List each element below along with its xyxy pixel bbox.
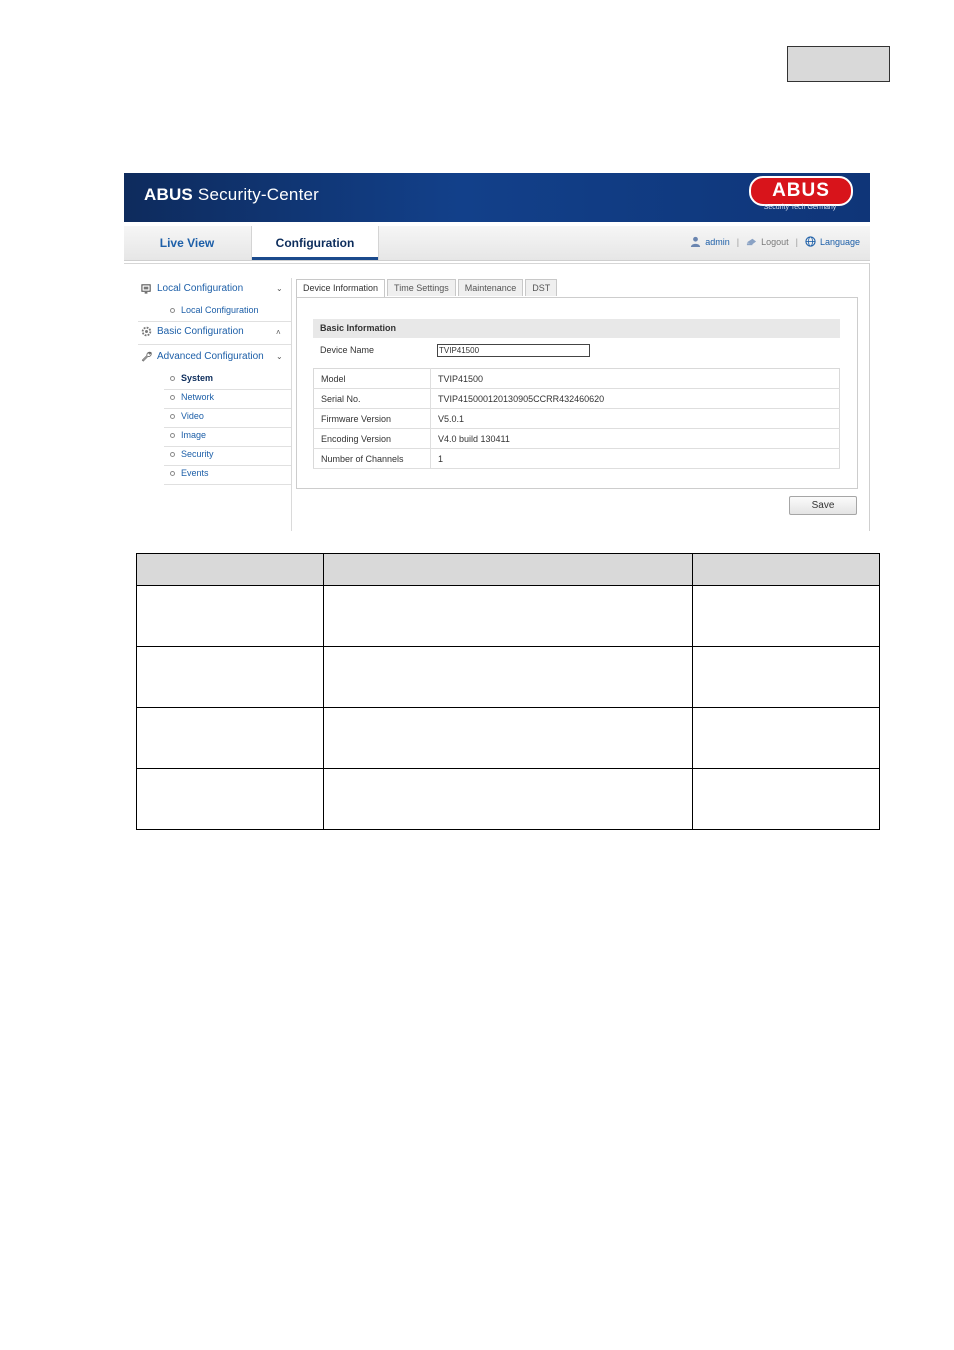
device-information-panel [296, 297, 858, 489]
table-cell [693, 769, 880, 830]
sidebar-separator [164, 389, 291, 390]
bullet-icon [170, 452, 175, 457]
model-label: Model [314, 369, 431, 389]
sidebar-item-video[interactable]: Video [170, 411, 204, 421]
document-table [136, 553, 880, 830]
page-number-box [787, 46, 890, 82]
tab-device-information[interactable]: Device Information [296, 279, 385, 297]
tab-live-view[interactable]: Live View [159, 236, 215, 250]
logo-subtitle: Security Tech Germany [763, 204, 837, 211]
channels-label: Number of Channels [314, 449, 431, 469]
sidebar-item-network[interactable]: Network [170, 392, 214, 402]
table-cell [137, 647, 324, 708]
table-cell [693, 708, 880, 769]
sidebar-advanced-configuration[interactable]: Advanced Configuration [141, 351, 264, 362]
app-title: ABUS Security-Center [144, 185, 320, 204]
user-icon [690, 236, 701, 247]
model-value: TVIP41500 [431, 369, 840, 389]
table-row [314, 389, 840, 409]
table-row [314, 429, 840, 449]
sidebar-item-local-configuration[interactable]: Local Configuration [170, 305, 259, 315]
channels-value: 1 [431, 449, 840, 469]
bullet-icon [170, 471, 175, 476]
tab-maintenance[interactable]: Maintenance [458, 279, 524, 296]
gear-icon [141, 326, 152, 337]
globe-icon [805, 236, 816, 247]
table-cell [137, 769, 324, 830]
section-header [313, 319, 840, 338]
table-cell [324, 647, 693, 708]
sidebar-separator [164, 465, 291, 466]
sidebar-separator [164, 446, 291, 447]
table-row [137, 708, 880, 769]
encoding-value: V4.0 build 130411 [431, 429, 840, 449]
sidebar-basic-configuration[interactable]: Basic Configuration [141, 326, 244, 337]
sidebar-divider [291, 278, 292, 531]
tab-time-settings[interactable]: Time Settings [387, 279, 456, 296]
device-name-label: Device Name [320, 345, 375, 355]
abus-logo: ABUS [749, 176, 853, 206]
chevron-down-icon[interactable]: ⌄ [276, 284, 283, 293]
sidebar-separator [164, 427, 291, 428]
bullet-icon [170, 433, 175, 438]
bullet-icon [170, 308, 175, 313]
sidebar-separator [164, 408, 291, 409]
table-cell [137, 708, 324, 769]
chevron-up-icon[interactable]: ˄ [276, 328, 281, 337]
sidebar-local-configuration[interactable]: Local Configuration [141, 283, 243, 294]
logout-link[interactable]: Logout [761, 236, 789, 247]
table-cell [693, 586, 880, 647]
separator: | [736, 236, 740, 247]
save-button[interactable]: Save [789, 496, 857, 515]
encoding-label: Encoding Version [314, 429, 431, 449]
table-row [314, 449, 840, 469]
table-cell [693, 647, 880, 708]
tab-configuration[interactable]: Configuration [251, 226, 379, 260]
sidebar-separator [138, 321, 291, 322]
language-link[interactable]: Language [819, 236, 860, 247]
table-cell [137, 586, 324, 647]
header-cell [324, 554, 693, 586]
bullet-icon [170, 414, 175, 419]
local-config-icon [141, 283, 152, 294]
firmware-value: V5.0.1 [431, 409, 840, 429]
username-link[interactable]: admin [705, 236, 730, 247]
logout-icon [746, 236, 757, 247]
table-row [137, 647, 880, 708]
sidebar-item-security[interactable]: Security [170, 449, 214, 459]
device-info-table [313, 368, 840, 469]
table-row [314, 369, 840, 389]
table-row [137, 769, 880, 830]
device-name-input[interactable]: TVIP41500 [437, 344, 590, 357]
main-nav [124, 226, 870, 261]
table-row [137, 586, 880, 647]
table-cell [324, 769, 693, 830]
header-cell [693, 554, 880, 586]
user-links [690, 236, 860, 247]
wrench-icon [141, 351, 152, 362]
serial-value: TVIP415000120130905CCRR432460620 [431, 389, 840, 409]
section-title: Basic Information [320, 323, 397, 333]
sidebar-item-system[interactable]: System [170, 373, 213, 383]
table-cell [324, 586, 693, 647]
header-cell [137, 554, 324, 586]
firmware-label: Firmware Version [314, 409, 431, 429]
table-row [314, 409, 840, 429]
sidebar-separator [138, 344, 291, 345]
chevron-down-icon[interactable]: ⌄ [276, 352, 283, 361]
sidebar-item-image[interactable]: Image [170, 430, 206, 440]
table-header-row [137, 554, 880, 586]
serial-label: Serial No. [314, 389, 431, 409]
tab-dst[interactable]: DST [525, 279, 557, 296]
content-frame-top [124, 263, 870, 264]
separator: | [795, 236, 798, 247]
header-banner [124, 173, 870, 222]
config-tabs [296, 279, 559, 297]
sidebar-item-events[interactable]: Events [170, 468, 209, 478]
sidebar-separator [164, 484, 291, 485]
bullet-icon [170, 376, 175, 381]
content-frame-right [869, 263, 870, 531]
table-cell [324, 708, 693, 769]
bullet-icon [170, 395, 175, 400]
web-interface-screenshot [124, 173, 870, 531]
